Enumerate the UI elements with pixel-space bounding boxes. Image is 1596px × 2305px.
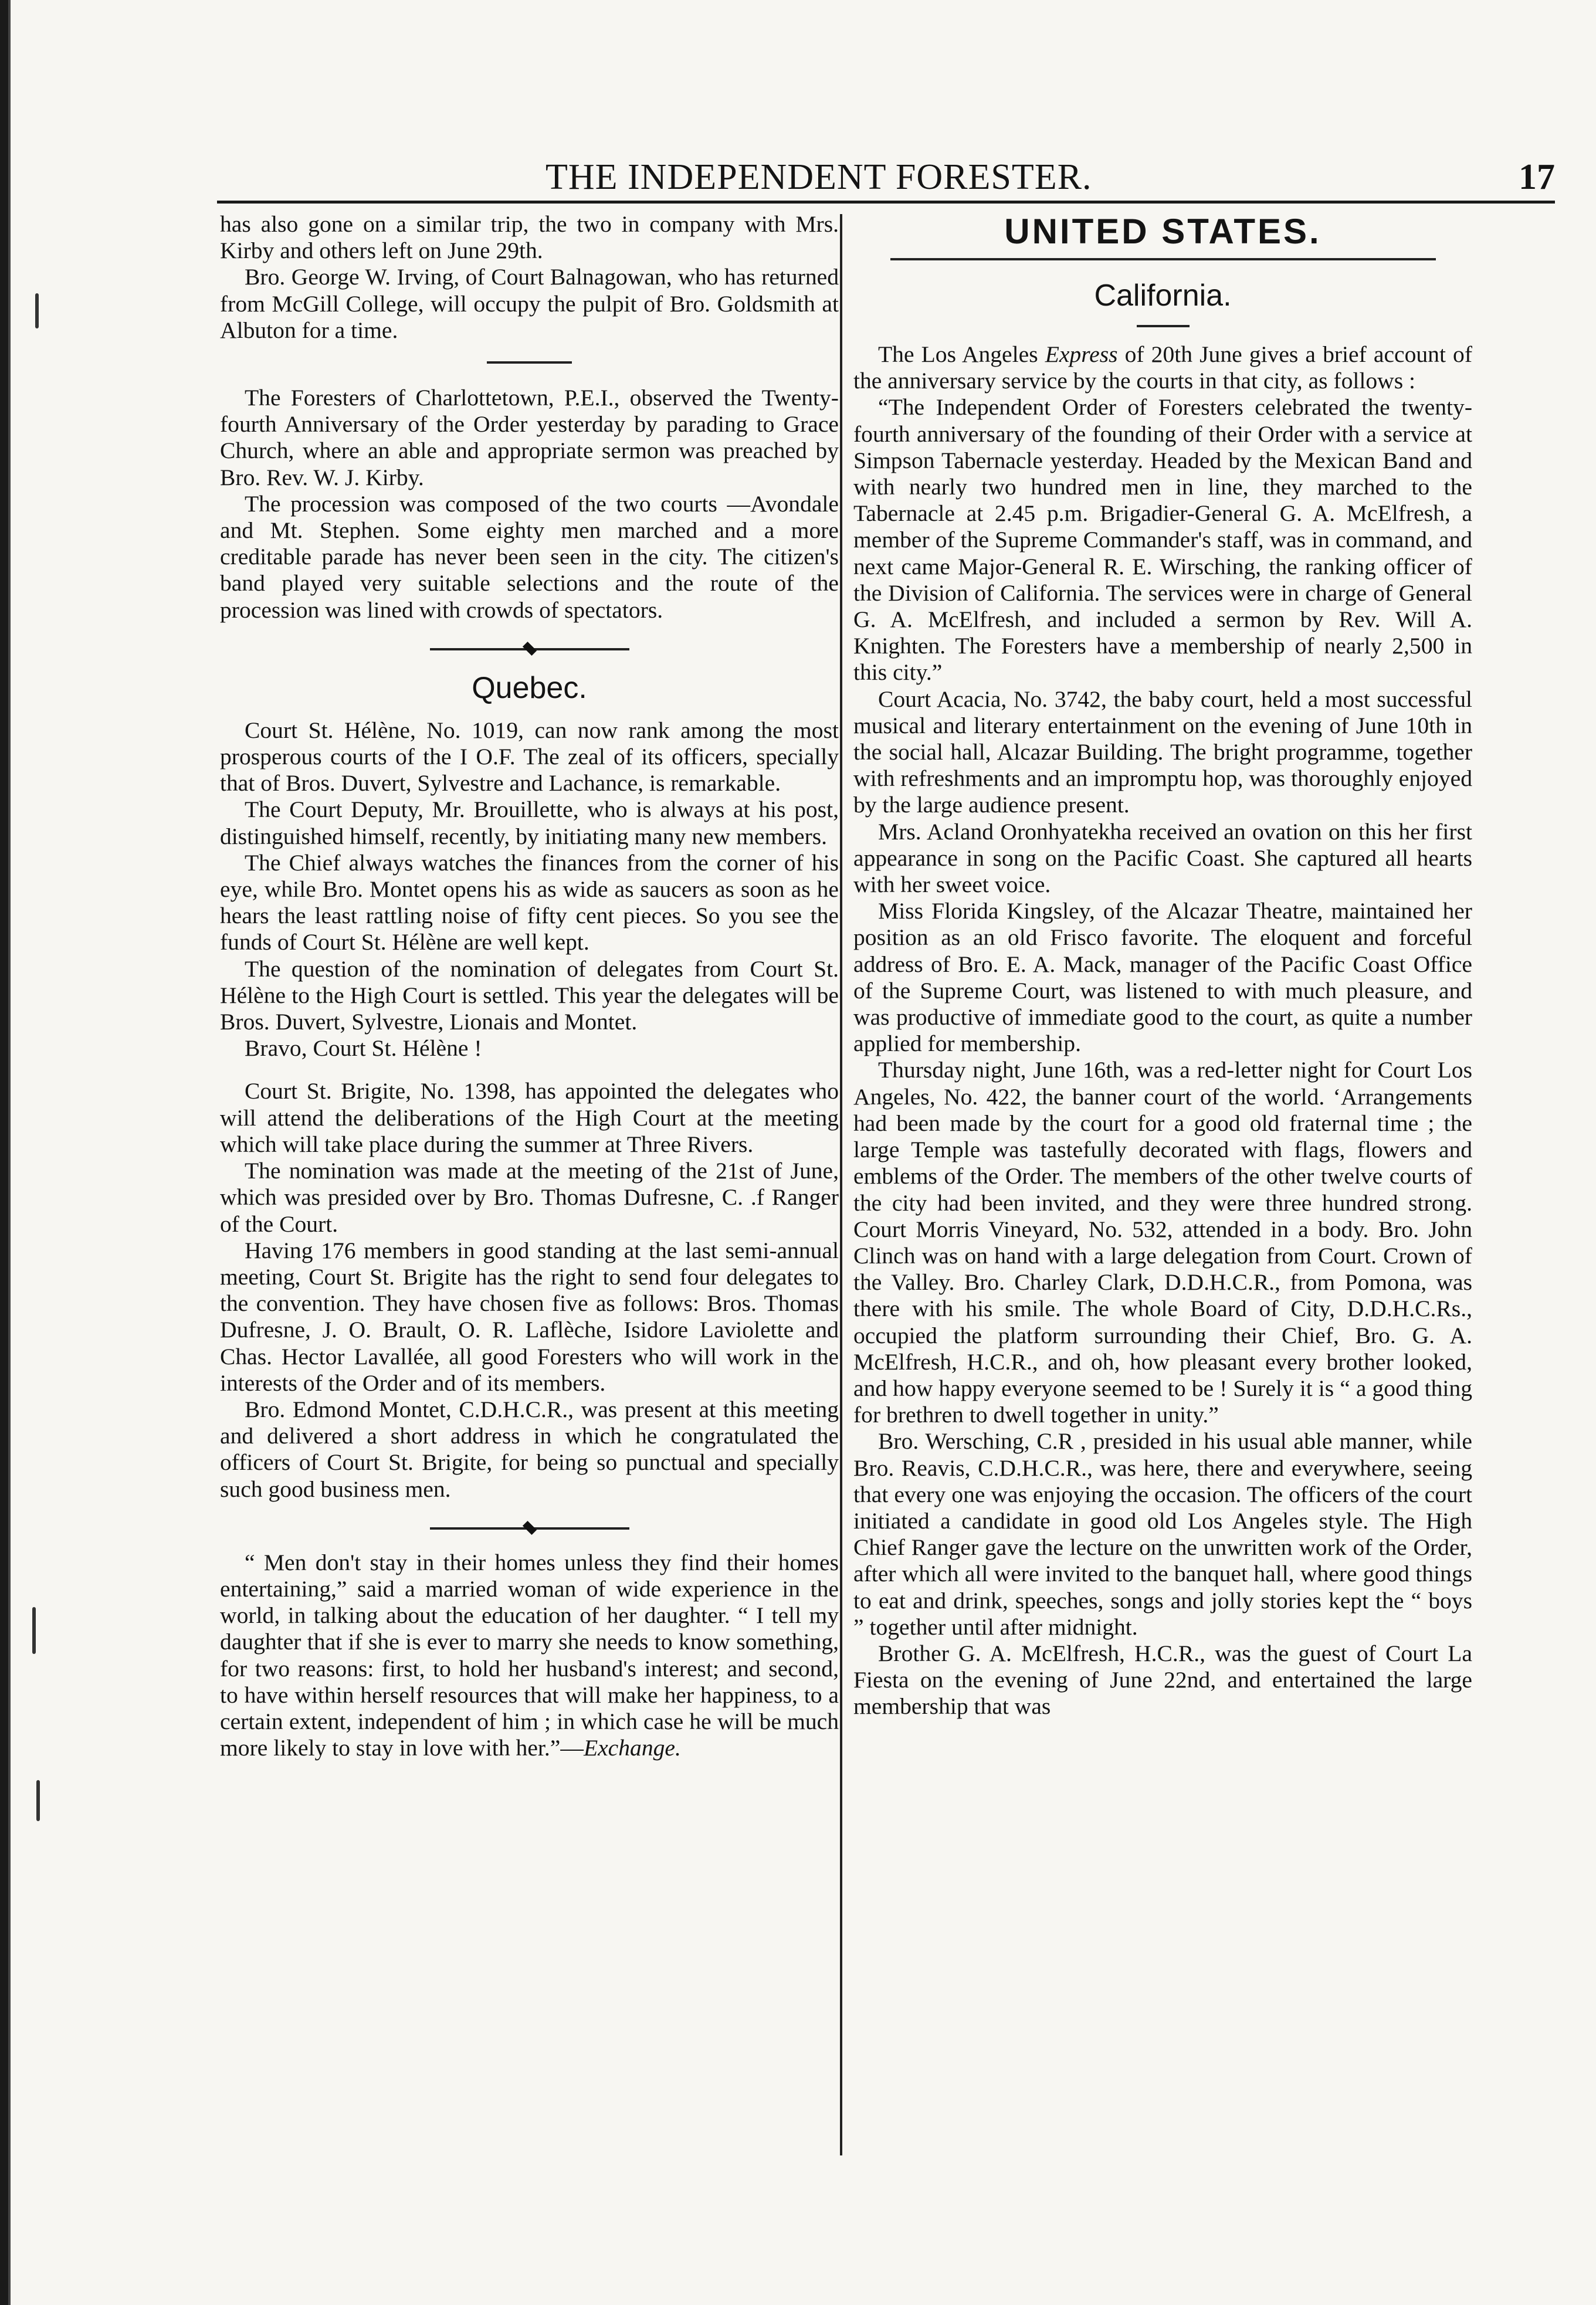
paragraph: The question of the nomination of delegates from Court St. Hélène to the High Court is settled. This year the delegates will be Bros. Duvert, Sylvestre, Lionais and Montet.	[220, 955, 839, 1035]
paragraph: Having 176 members in good standing at the last semi-annual meeting, Court St. Brigite has the right to send four delegates to the convention. They have chosen five as follows: Bros. Thomas Dufresne, J. O. Brault, O. R. Laflèche, Isidore Laviolette and Chas. Hector Lavallée, all good Foresters who will work in the interests of the Order and of its members.	[220, 1237, 839, 1396]
paragraph: The procession was composed of the two courts —Avondale and Mt. Stephen. Some eighty men marched and a more creditable parade has never been seen in the city. The citizen's band played very suitable selections and the route of the procession was lined with crowds of spectators.	[220, 490, 839, 623]
paragraph: The Foresters of Charlottetown, P.E.I., observed the Twenty-fourth Anniversary of the Order yesterday by parading to Grace Church, where an able and appropriate sermon was preached by Bro. Rev. W. J. Kirby.	[220, 385, 839, 490]
paragraph: Miss Florida Kingsley, of the Alcazar Theatre, maintained her position as an old Frisco favorite. The eloquent and forceful address of Bro. E. A. Mack, manager of the Pacific Coast Office of the Supreme Court, was listened to with much pleasure, and was productive of immediate good to the court, as quite a number applied for membership.	[853, 898, 1472, 1057]
paragraph: Thursday night, June 16th, was a red-letter night for Court Los Angeles, No. 422, the banner court of the world. ‘Arrangements had been made by the court for a good old fraternal time ; the large Temple was tastefully decorated with flags, flowers and emblems of the Order. The members of the other twelve courts of the city had been invited, and they were three hundred strong. Court Morris Vineyard, No. 532, attended in a body. Bro. John Clinch was on hand with a large delegation from Court. Crown of the Valley. Bro. Charley Clark, D.D.H.C.R., from Pomona, was there with his smile. The whole Board of City, D.D.H.C.Rs., occupied the platform surrounding their Chief, Bro. G. A. McElfresh, H.C.R., and oh, how pleasant every brother looked, and how happy everyone seemed to be ! Surely it is “ a good thing for brethren to dwell together in unity.”	[853, 1057, 1472, 1428]
quote-text: “ Men don't stay in their homes unless they find their homes entertaining,” said a married woman of wide experience in the world, in talking about the education of her daughter. “ I tell my daughter that if she is ever to marry she needs to know something, for two reasons: first, to hold her husband's interest; and second, to have within herself resources that will make her happiness, to a certain extent, independent of him ; in which case he will be much more likely to stay in love with her.”—	[220, 1549, 839, 1761]
newspaper-name: Express	[1045, 341, 1118, 367]
page-header	[217, 154, 1555, 204]
paragraph: Brother G. A. McElfresh, H.C.R., was the guest of Court La Fiesta on the evening of June 22nd, and entertained the large membership that was	[853, 1640, 1472, 1720]
journal-title: THE INDEPENDENT FORESTER.	[545, 157, 1092, 197]
paragraph-exchange	[220, 1550, 839, 1762]
paragraph: Court Acacia, No. 3742, the baby court, held a most successful musical and literary entertainment on the evening of June 10th in the social hall, Alcazar Building. The bright programme, together with refreshments and an impromptu hop, was thoroughly enjoyed by the large audience present.	[853, 686, 1472, 818]
paragraph: has also gone on a similar trip, the two in company with Mrs. Kirby and others left on June 29th.	[220, 211, 839, 264]
paragraph: The Court Deputy, Mr. Brouillette, who is always at his post, distinguished himself, recently, by initiating many new members.	[220, 796, 839, 849]
section-heading-quebec: Quebec.	[472, 670, 587, 705]
scan-speck	[35, 293, 39, 328]
left-column	[220, 211, 839, 2164]
subheading-california: California.	[1094, 279, 1232, 313]
paragraph: Court St. Brigite, No. 1398, has appointed the delegates who will attend the deliberations of the High Court at the meeting which will take place during the summer at Three Rivers.	[220, 1078, 839, 1157]
paragraph: Bro. George W. Irving, of Court Balnagowan, who has returned from McGill College, will occupy the pulpit of Bro. Goldsmith at Albuton for a time.	[220, 264, 839, 343]
text-run: The Los Angeles	[878, 341, 1045, 367]
page-binding-edge	[0, 0, 18, 2305]
paragraph: Bro. Edmond Montet, C.D.H.C.R., was present at this meeting and delivered a short address in which he congratulated the officers of Court St. Brigite, for being so punctual and specially such good business men.	[220, 1396, 839, 1502]
paragraph: Mrs. Acland Oronhyatekha received an ovation on this her first appearance in song on the Pacific Coast. She captured all hearts with her sweet voice.	[853, 818, 1472, 898]
separator-rule	[1137, 325, 1190, 327]
section-heading-united-states: UNITED STATES.	[1004, 212, 1321, 251]
paragraph: Court St. Hélène, No. 1019, can now rank among the most prosperous courts of the I O.F. The zeal of its officers, specially that of Bros. Duvert, Sylvestre and Lachance, is remarkable.	[220, 717, 839, 796]
ornamental-separator	[430, 1527, 629, 1530]
paragraph: Bro. Wersching, C.R , presided in his usual able manner, while Bro. Reavis, C.D.H.C.R., was here, there and everywhere, seeing that every one was enjoying the occasion. The officers of the court initiated a candidate in good old Los Angeles style. The High Chief Ranger gave the lecture on the unwritten work of the Order, after which all were invited to the banquet hall, where good things to eat and drink, speeches, songs and jolly stories kept the “ boys ” together until after midnight.	[853, 1428, 1472, 1640]
paragraph	[853, 341, 1472, 394]
paragraph: The Chief always watches the finances from the corner of his eye, while Bro. Montet opens his as wide as saucers as soon as he hears the least rattling noise of fifty cent pieces. So you see the funds of Court St. Hélène are well kept.	[220, 849, 839, 955]
scan-speck	[32, 1607, 36, 1654]
paragraph: “The Independent Order of Foresters celebrated the twenty-fourth anniversary of the founding of their Order with a service at Simpson Tabernacle yesterday. Headed by the Mexican Band and with nearly two hundred men in line, they marched to the Tabernacle at 2.45 p.m. Brigadier-General G. A. McElfresh, a member of the Supreme Commander's staff, was in command, and next came Major-General R. E. Wirsching, the ranking officer of the Division of California. The services were in charge of General G. A. McElfresh, and included a sermon by Rev. Will A. Knighten. The Foresters have a membership of nearly 2,500 in this city.”	[853, 394, 1472, 686]
separator-rule	[487, 361, 572, 364]
paragraph: Bravo, Court St. Hélène !	[245, 1035, 482, 1062]
page-number: 17	[1519, 157, 1555, 197]
right-column	[853, 211, 1472, 2164]
source-citation: Exchange.	[583, 1735, 681, 1761]
heading-rule	[890, 258, 1436, 260]
column-divider	[840, 214, 842, 2155]
scan-speck	[36, 1780, 40, 1821]
ornamental-separator	[430, 648, 629, 650]
text-run: of 20th June gives a brief account of the anniversary service by the courts in that city, as follows :	[853, 341, 1472, 394]
paragraph: The nomination was made at the meeting of the 21st of June, which was presided over by Bro. Thomas Dufresne, C. .f Ranger of the Court.	[220, 1158, 839, 1237]
